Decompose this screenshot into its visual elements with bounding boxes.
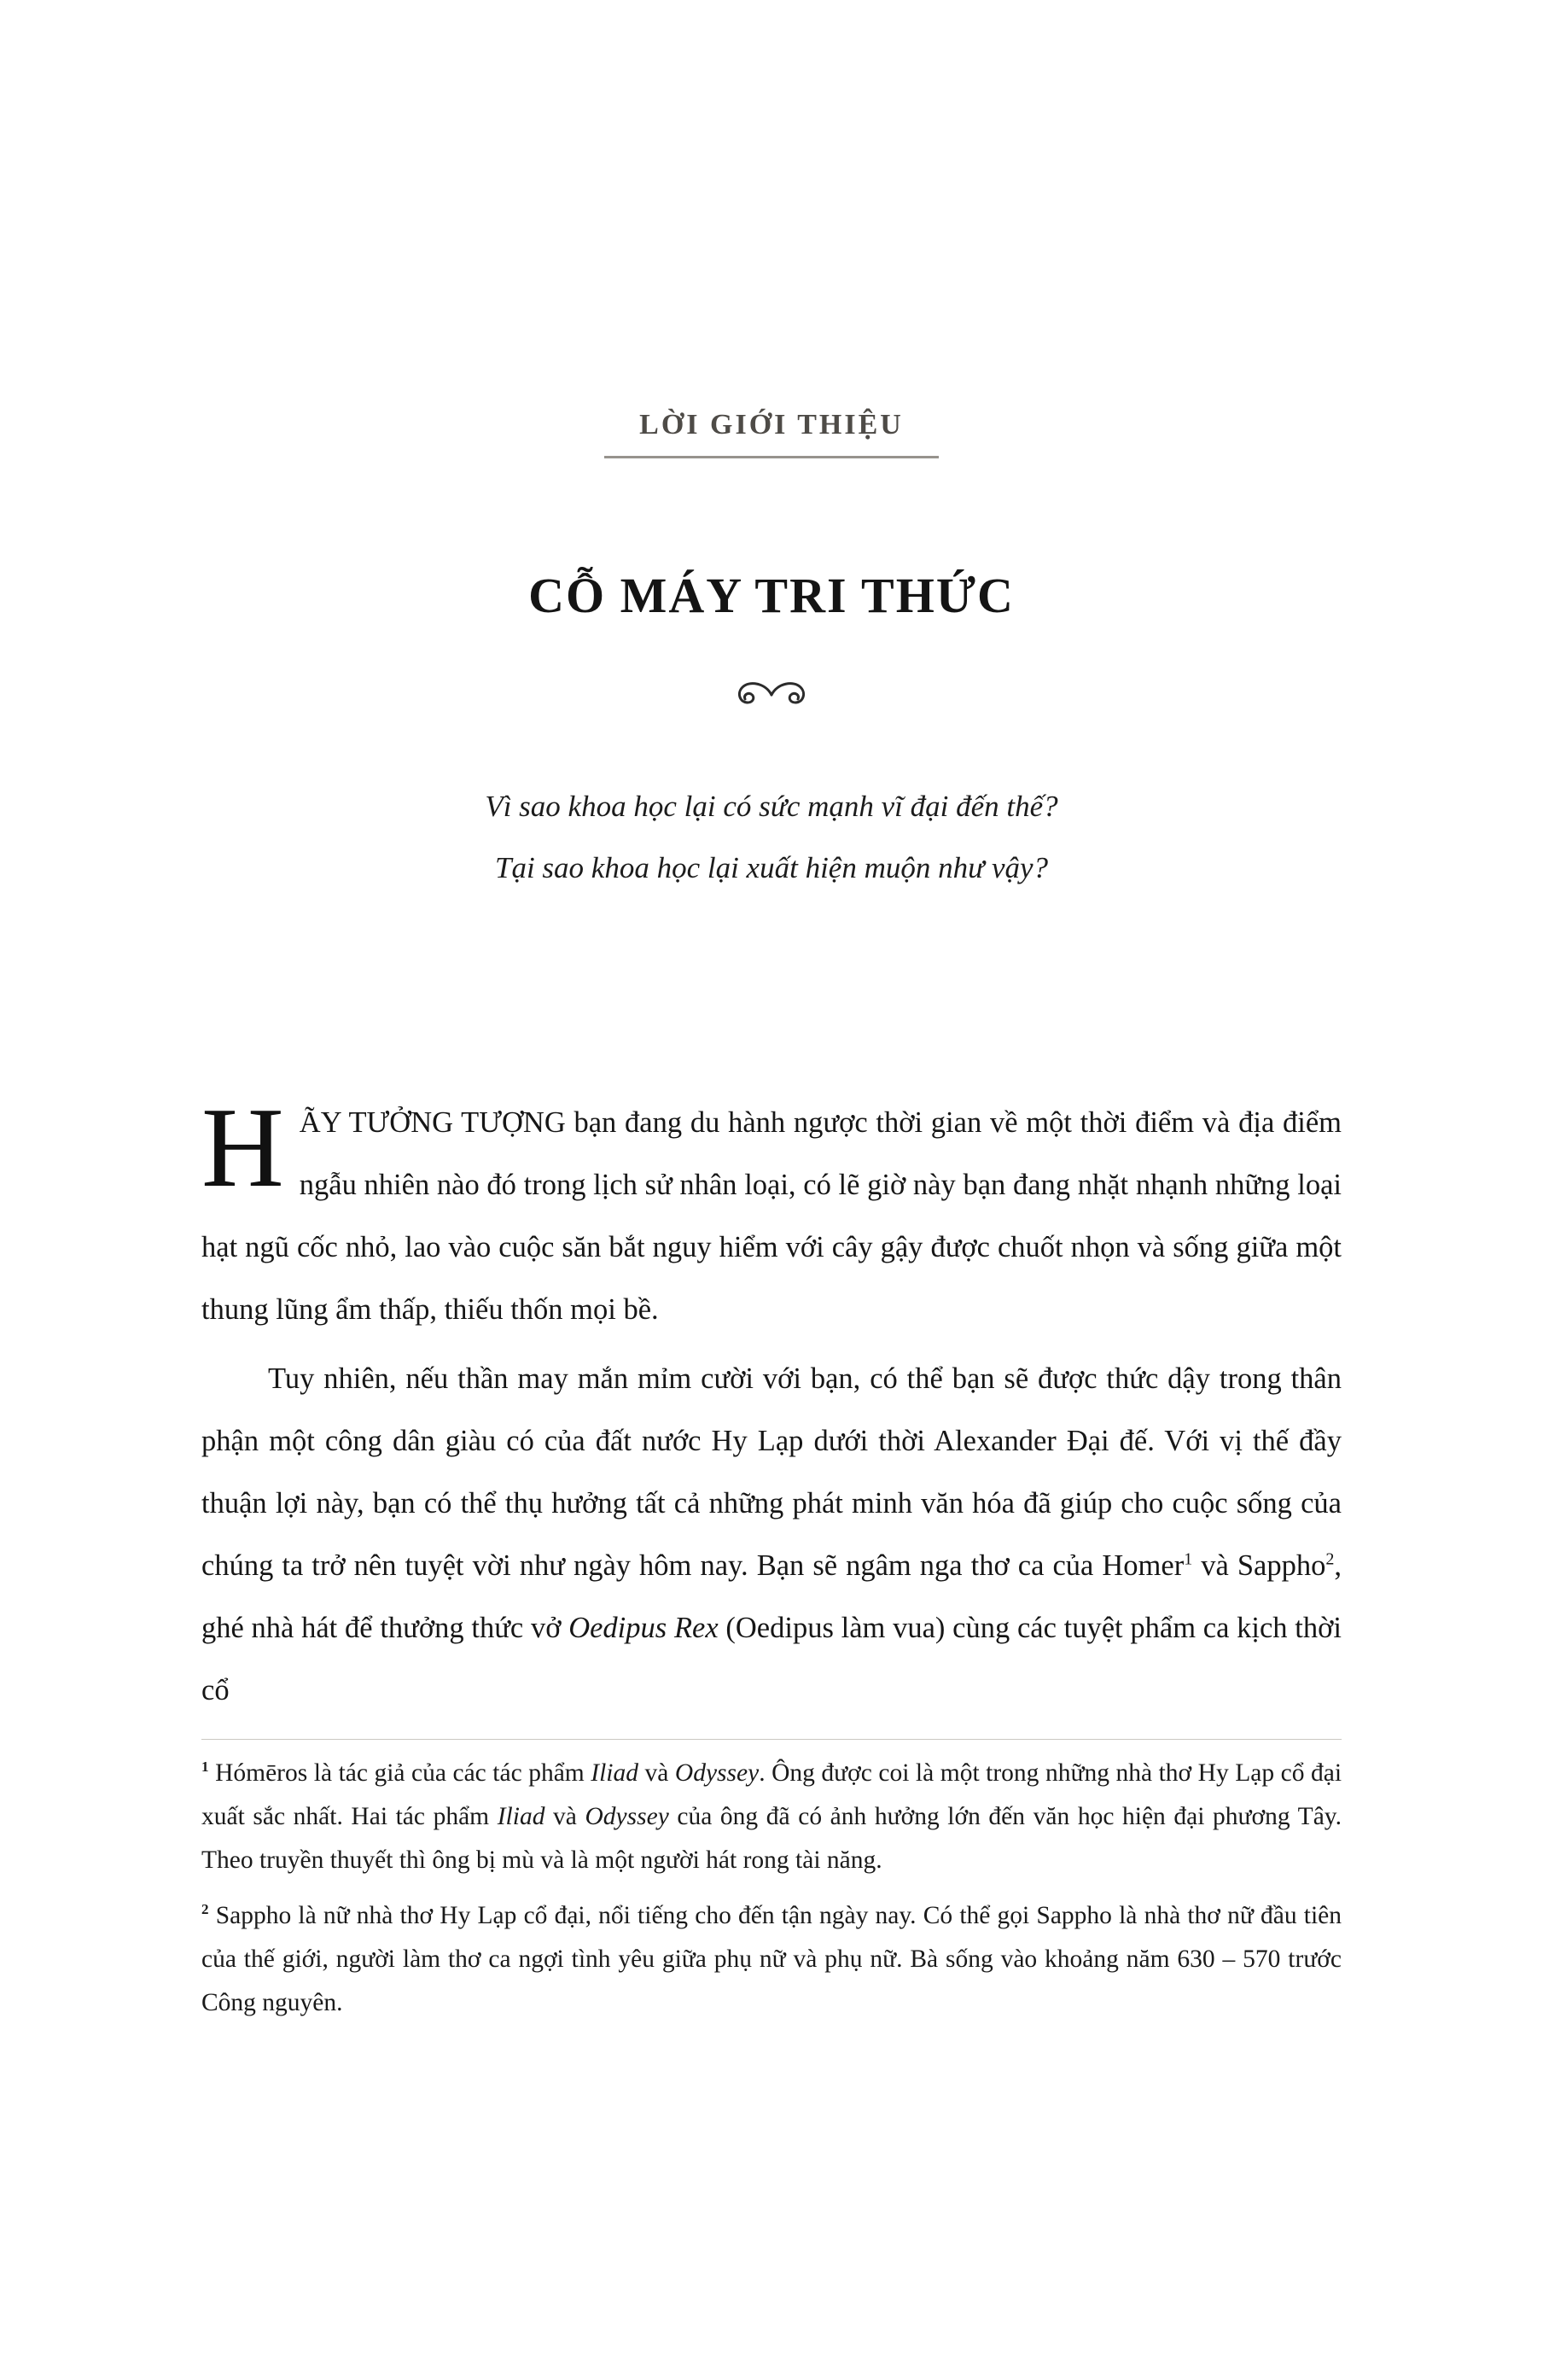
footnote-1-text: của ông đã có ảnh hưởng lớn đến văn học hiện đại phương Tây. Theo truyền thuyết thì ông bị mù và là một người hát rong tài năng. xyxy=(201,1803,1342,1874)
footnote-1-italic-odyssey: Odyssey xyxy=(674,1759,760,1787)
footnote-1-text: . Ông được coi là một trong những nhà thơ Hy Lạp cổ đại xuất sắc nhất. Hai tác phẩm xyxy=(201,1759,1342,1830)
footnote-1-marker: 1 xyxy=(201,1759,209,1776)
footnote-1-italic-odyssey-2: Odyssey xyxy=(585,1803,669,1830)
paragraph-2 xyxy=(201,1348,1342,1722)
ornament-container xyxy=(201,679,1342,711)
paragraph-2-text-2: và Sappho xyxy=(1192,1549,1326,1582)
footnote-ref-1: 1 xyxy=(1184,1549,1193,1569)
footnote-2-text: Sappho là nữ nhà thơ Hy Lạp cổ đại, nổi tiếng cho đến tận ngày nay. Có thể gọi Sappho là nhà thơ nữ đầu tiên của thế giới, người làm thơ ca ngợi tình yêu giữa phụ nữ và phụ nữ. Bà sống vào khoảng năm 630 – 570 trước Công nguyên. xyxy=(201,1902,1342,2016)
footnote-2 xyxy=(201,1894,1342,2025)
dropcap-letter: H xyxy=(201,1084,284,1210)
chapter-title: CỖ MÁY TRI THỨC xyxy=(528,568,1015,623)
book-title-italic: Oedipus Rex xyxy=(568,1612,719,1644)
footnote-1-text: và xyxy=(638,1759,675,1787)
section-label: LỜI GIỚI THIỆU xyxy=(639,409,904,440)
epigraph xyxy=(201,776,1342,899)
footnote-1-text: và xyxy=(544,1803,585,1830)
scroll-ornament-icon xyxy=(732,679,811,711)
footnote-1-text: Hómēros là tác giả của các tác phẩm xyxy=(208,1759,591,1787)
paragraph-2-text-4: (Oedipus làm vua) cùng các tuyệt phẩm ca kịch thời cổ xyxy=(201,1612,1342,1706)
paragraph-1-text: bạn đang du hành ngược thời gian về một thời điểm và địa điểm ngẫu nhiên nào đó trong lịch sử nhân loại, có lẽ giờ này bạn đang nhặt nhạnh những loại hạt ngũ cốc nhỏ, lao vào cuộc săn bắt nguy hiểm với cây gậy được chuốt nhọn và sống giữa một thung lũng ẩm thấp, thiếu thốn mọi bề. xyxy=(201,1106,1342,1326)
lead-caps-text: ÃY TƯỞNG TƯỢNG xyxy=(299,1106,566,1139)
paragraph-2-text-3: , ghé nhà hát để thưởng thức vở xyxy=(201,1549,1342,1644)
epigraph-line-1: Vì sao khoa học lại có sức mạnh vĩ đại đến thế? xyxy=(485,790,1058,823)
section-label-underline xyxy=(604,456,939,458)
body-text xyxy=(201,1084,1342,1722)
footnote-ref-2: 2 xyxy=(1325,1549,1335,1569)
text-column xyxy=(201,0,1342,2025)
footnote-separator-rule xyxy=(201,1739,1342,1740)
footnotes-section xyxy=(201,1739,1342,2025)
paragraph-2-text-1: Tuy nhiên, nếu thần may mắn mỉm cười với bạn, có thể bạn sẽ được thức dậy trong thân phận một công dân giàu có của đất nước Hy Lạp dưới thời Alexander Đại đế. Với vị thế đầy thuận lợi này, bạn có thể thụ hưởng tất cả những phát minh văn hóa đã giúp cho cuộc sống của chúng ta trở nên tuyệt vời như ngày hôm nay. Bạn sẽ ngâm nga thơ ca của Homer xyxy=(201,1362,1342,1582)
footnote-1-italic-iliad-2: Iliad xyxy=(497,1803,545,1830)
paragraph-1 xyxy=(201,1084,1342,1341)
footnote-1-italic-iliad: Iliad xyxy=(591,1759,638,1787)
footnote-2-marker: 2 xyxy=(201,1901,209,1918)
footnote-1 xyxy=(201,1752,1342,1882)
epigraph-line-2: Tại sao khoa học lại xuất hiện muộn như vậy? xyxy=(494,851,1049,884)
